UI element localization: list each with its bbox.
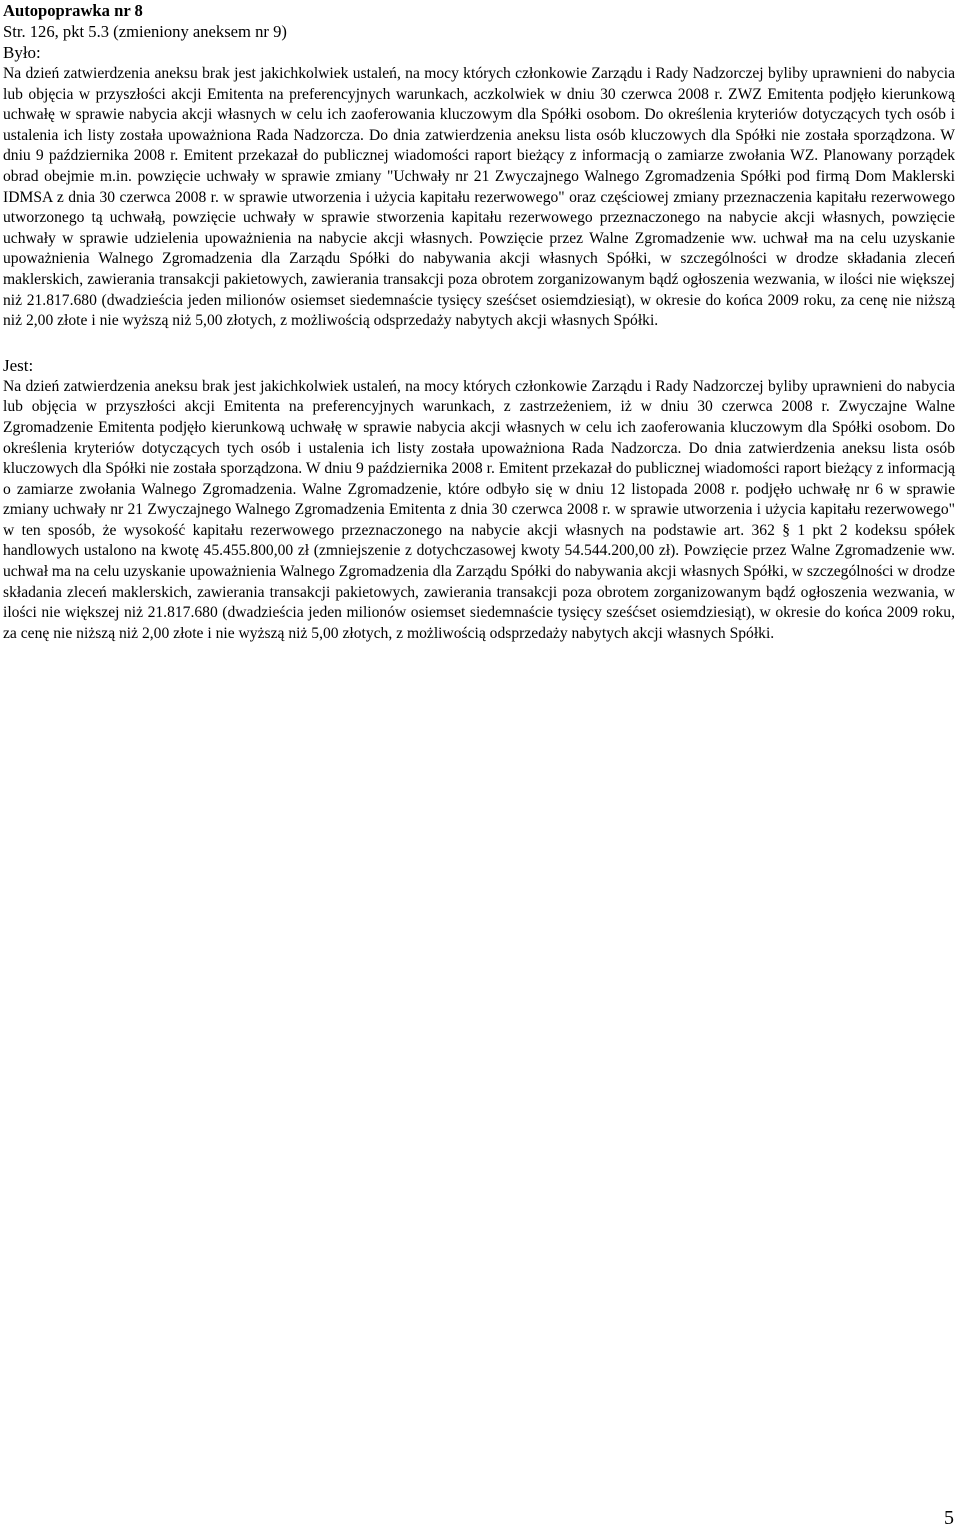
document-title: Autopoprawka nr 8	[3, 1, 143, 20]
paragraph-after: Na dzień zatwierdzenia aneksu brak jest jakichkolwiek ustaleń, na mocy których członkowie Zarządu i Rady Nadzorczej byliby uprawnieni do nabycia lub objęcia w przyszłości akcji Emitenta na preferencyjnych warunkach, z zastrzeżeniem, iż w dniu 30 czerwca 2008 r. Zwyczajne Walne Zgromadzenie Emitenta podjęło kierunkową uchwałę w sprawie nabycia akcji własnych w celu ich zaoferowania kluczowym dla Spółki osobom. Do określenia kryteriów dotyczących tych osób i ustalenia ich listy została upoważniona Rada Nadzorcza. Do dnia zatwierdzenia aneksu lista osób kluczowych dla Spółki nie została sporządzona. W dniu 9 października 2008 r. Emitent przekazał do publicznej wiadomości raport bieżący z informacją o zamiarze zwołania Walnego Zgromadzenia. Walne Zgromadzenie, które odbyło się w dniu 12 listopada 2008 r. podjęło uchwałę nr 6 w sprawie zmiany uchwały nr 21 Zwyczajnego Walnego Zgromadzenia Emitenta z dnia 30 czerwca 2008 r. w sprawie utworzenia i użycia kapitału rezerwowego" w ten sposób, że wysokość kapitału rezerwowego przeznaczonego na nabycie akcji własnych na podstawie art. 362 § 1 pkt 2 kodeksu spółek handlowych ustalono na kwotę 45.455.800,00 zł (zmniejszenie z dotychczasowej kwoty 54.544.200,00 zł). Powzięcie przez Walne Zgromadzenie ww. uchwał ma na celu uzyskanie upoważnienia Walnego Zgromadzenia dla Zarządu Spółki do nabywania akcji własnych Spółki, w szczególności w drodze składania zleceń maklerskich, zawierania transakcji pakietowych, zawierania transakcji poza obrotem zorganizowanym bądź ogłoszenia wezwania, w ilości nie większej niż 21.817.680 (dwadzieścia jeden milionów osiemset siedemnaście tysięcy sześćset osiemdziesiąt), w okresie do końca 2009 roku, za cenę nie niższą niż 2,00 złote i nie wyższą niż 5,00 złotych, z możliwością odsprzedaży nabytych akcji własnych Spółki.	[3, 377, 955, 642]
document-page	[3, 0, 955, 644]
section-label-after: Jest:	[3, 355, 34, 375]
document-reference: Str. 126, pkt 5.3 (zmieniony aneksem nr 9)	[3, 22, 287, 41]
page-number: 5	[944, 1507, 954, 1529]
paragraph-before: Na dzień zatwierdzenia aneksu brak jest jakichkolwiek ustaleń, na mocy których członkowie Zarządu i Rady Nadzorczej byliby uprawnieni do nabycia lub objęcia w przyszłości akcji Emitenta na preferencyjnych warunkach, aczkolwiek w dniu 30 czerwca 2008 r. ZWZ Emitenta podjęło kierunkową uchwałę w sprawie nabycia akcji własnych w celu ich zaoferowania kluczowym dla Spółki osobom. Do określenia kryteriów dotyczących tych osób i ustalenia ich listy została upoważniona Rada Nadzorcza. Do dnia zatwierdzenia aneksu lista osób kluczowych dla Spółki nie została sporządzona. W dniu 9 października 2008 r. Emitent przekazał do publicznej wiadomości raport bieżący z informacją o zamiarze zwołania WZ. Planowany porządek obrad obejmie m.in. powzięcie uchwały w sprawie zmiany "Uchwały nr 21 Zwyczajnego Walnego Zgromadzenia Spółki pod firmą Dom Maklerski IDMSA z dnia 30 czerwca 2008 r. w sprawie utworzenia i użycia kapitału rezerwowego" oraz częściowej zmiany przeznaczenia kapitału rezerwowego utworzonego tą uchwałą, powzięcie uchwały w sprawie stworzenia kapitału rezerwowego przeznaczonego na nabycie akcji własnych, powzięcie uchwały w sprawie udzielenia upoważnienia na nabycie akcji własnych. Powzięcie przez Walne Zgromadzenie ww. uchwał ma na celu uzyskanie upoważnienia Walnego Zgromadzenia dla Zarządu Spółki do nabywania akcji własnych Spółki, w szczególności w drodze składania zleceń maklerskich, zawierania transakcji pakietowych, zawierania transakcji poza obrotem zorganizowanym bądź ogłoszenia wezwania, w ilości nie większej niż 21.817.680 (dwadzieścia jeden milionów osiemset siedemnaście tysięcy sześćset osiemdziesiąt), w okresie do końca 2009 roku, za cenę nie niższą niż 2,00 złote i nie wyższą niż 5,00 złotych, z możliwością odsprzedaży nabytych akcji własnych Spółki.	[3, 65, 955, 330]
section-label-before: Było:	[3, 43, 41, 62]
